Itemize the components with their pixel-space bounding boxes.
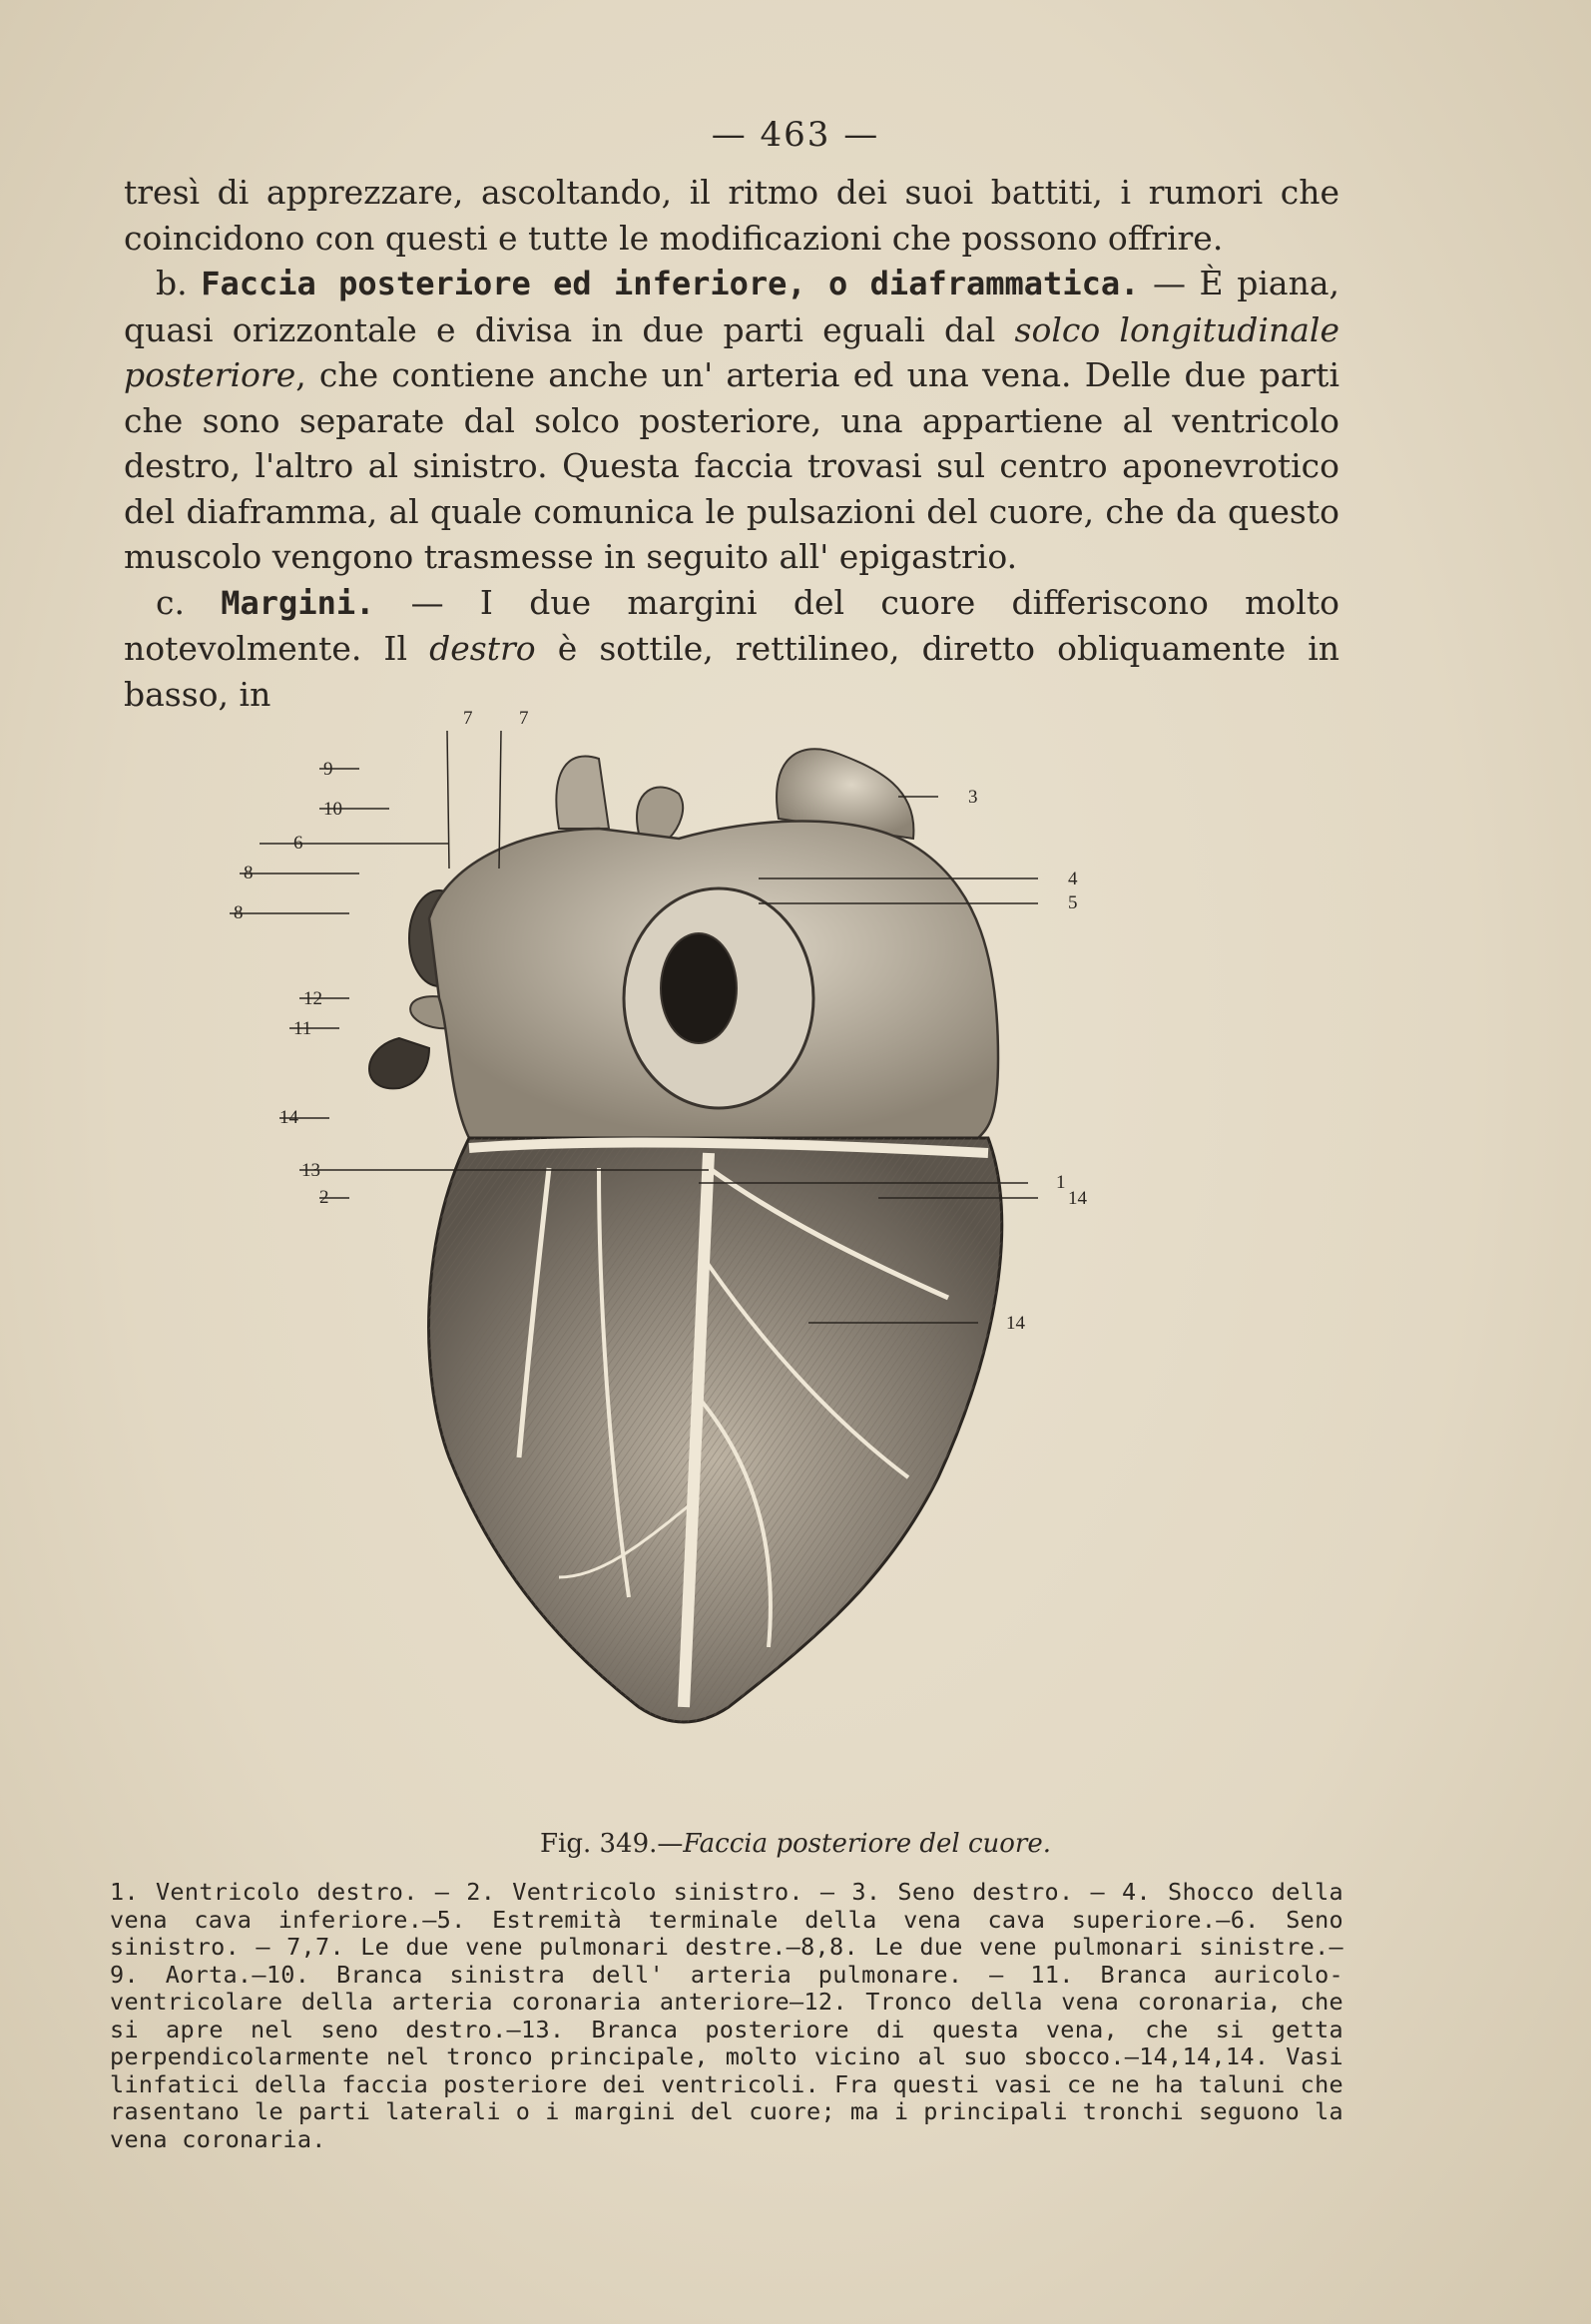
item-text: I due margini del cuore differiscono molto notevolmente. Il [124,582,1339,668]
item-dash: — [1139,264,1200,302]
body-text [124,170,1339,717]
caption-prefix: Fig. 349.— [539,1829,684,1859]
item-emphasis: solco longitudinale posteriore [124,309,1339,394]
caption-title: Faccia posteriore del cuore. [683,1829,1051,1859]
figure-label-11: 11 [293,1018,312,1039]
figure-label-13: 13 [301,1160,320,1181]
item-text: è sottile, rettilineo, diretto obliquamente in basso, in [124,629,1340,714]
figure-label-10: 10 [323,799,342,820]
paragraph-continuation: tresì di apprezzare, ascoltando, il ritmo dei suoi battiti, i rumori che coincidono con questi e tutte le modificazioni che possono offrire. [124,173,1339,258]
vena-cava-inferior-opening [661,933,737,1043]
figure-label-14: 14 [1006,1313,1025,1334]
heart-illustration [234,699,1158,1807]
item-heading: Faccia posteriore ed inferiore, o diaframmatica. [201,265,1140,302]
figure-label-9: 9 [323,759,333,780]
figure-label-1: 1 [1056,1172,1066,1193]
aorta-shape [556,757,609,829]
figure-label-7: 7 [463,708,473,729]
item-emphasis: destro [429,629,536,668]
item-text: , che contiene anche un' arteria ed una vena. Delle due parti che sono separate dal solco posteriore, una appartiene al ventricolo destro, l'altro al sinistro. Questa faccia trovasi sul centro aponevrotico del diaframma, al quale comunica le pulsazioni del cuore, che da questo muscolo vengono trasmesse in seguito all' epigastrio. [124,355,1339,576]
figure-label-2: 2 [319,1187,329,1208]
figure-label-8: 8 [234,902,244,923]
item-heading: Margini. [221,583,375,622]
figure-label-8: 8 [244,863,254,883]
figure-label-7: 7 [519,708,529,729]
figure-label-6: 6 [293,833,303,854]
paragraph-margini [124,580,1339,718]
figure-label-4: 4 [1068,869,1078,889]
figure-label-5: 5 [1068,892,1078,913]
figure-label-3: 3 [968,787,978,808]
figure-label-12: 12 [303,988,322,1009]
pulmonary-vein-left-lower [369,1038,429,1088]
figure-caption [0,1829,1591,1859]
item-prefix: c. [156,582,185,622]
figure-legend: 1. Ventricolo destro. — 2. Ventricolo sinistro. — 3. Seno destro. — 4. Shocco della vena cava inferiore.—5. Estremità terminale della vena cava superiore.—6. Seno sinistro. — 7,7. Le due vene pulmonari destre.—8,8. Le due vene pulmonari sinistre.—9. Aorta.—10. Branca sinistra dell' arteria pulmonare. — 11. Branca auricolo-ventricolare della arteria coronaria anteriore—12. Tronco della vena coronaria, che si apre nel seno destro.—13. Branca posteriore di questa vena, che si getta perpendicolarmente nel tronco principale, molto vicino al suo sbocco.—14,14,14. Vasi linfatici della faccia posteriore dei ventricoli. Fra questi vasi ce ne ha taluni che rasentano le parti laterali o i margini del cuore; ma i principali tronchi seguono la vena coronaria. [110,1878,1343,2153]
paragraph-faccia-posteriore [124,261,1339,580]
pulmonary-vein-right [637,787,683,839]
figure-label-14: 14 [279,1107,298,1128]
item-prefix: b. [156,264,188,302]
item-text: È piana, quasi orizzontale e divisa in due parti eguali dal [124,264,1339,349]
heart-figure [234,699,1158,1807]
page-number: — 463 — [711,115,880,155]
ventricles-hatching [429,1138,1002,1722]
item-dash: — [374,582,480,622]
figure-label-14: 14 [1068,1188,1087,1209]
